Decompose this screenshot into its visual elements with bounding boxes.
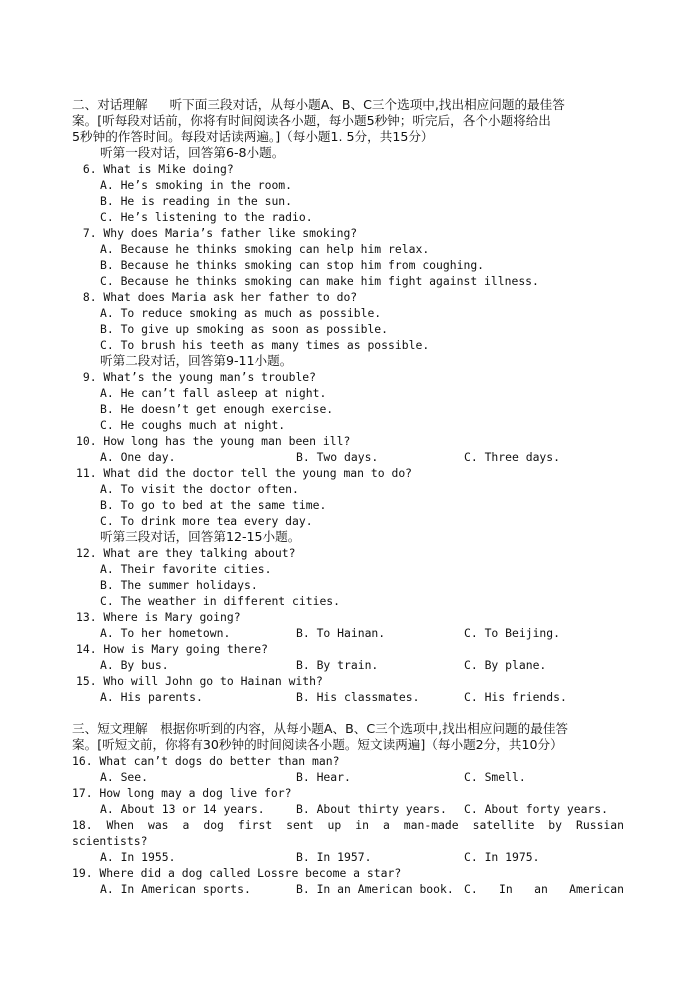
question-13-option-b: B. To Hainan. xyxy=(296,626,386,640)
dialog1-note: 听第一段对话，回答第6-8小题。 xyxy=(100,145,285,160)
question-9-option-b: B. He doesn’t get enough exercise. xyxy=(100,402,334,416)
question-16-option-b: B. Hear. xyxy=(296,770,351,784)
question-10-option-c: C. Three days. xyxy=(464,450,561,464)
question-11-option-b: B. To go to bed at the same time. xyxy=(100,498,327,512)
section2-heading-instructions: 听下面三段对话，从每小题A、B、C三个选项中,找出相应问题的最佳答 xyxy=(169,97,565,112)
question-8-option-c: C. To brush his teeth as many times as possible. xyxy=(100,338,430,352)
question-17-option-c: C. About forty years. xyxy=(464,802,609,816)
question-11-option-c: C. To drink more tea every day. xyxy=(100,514,313,528)
question-15-option-a: A. His parents. xyxy=(100,690,203,704)
question-8-option-a: A. To reduce smoking as much as possible. xyxy=(100,306,382,320)
dialog3-note: 听第三段对话，回答第12-15小题。 xyxy=(100,529,301,544)
question-14-option-a: A. By bus. xyxy=(100,658,169,672)
dialog2-note: 听第二段对话，回答第9-11小题。 xyxy=(100,353,293,368)
question-6-option-b: B. He is reading in the sun. xyxy=(100,194,293,208)
question-18-option-a: A. In 1955. xyxy=(100,850,176,864)
question-7-option-c: C. Because he thinks smoking can make him fight against illness. xyxy=(100,274,539,288)
question-13-option-c: C. To Beijing. xyxy=(464,626,561,640)
section2-intro-line-2: 案。[听每段对话前，你将有时间阅读各小题，每小题5秒钟；听完后，各个小题将给出 xyxy=(72,113,551,128)
section3-heading: 三、短文理解 根据你听到的内容，从每小题A、B、C三个选项中,找出相应问题的最佳答 xyxy=(72,721,569,736)
question-6-option-a: A. He’s smoking in the room. xyxy=(100,178,293,192)
question-14-stem: 14. How is Mary going there? xyxy=(76,642,269,656)
question-16-option-a: A. See. xyxy=(100,770,149,784)
question-19-stem: 19. Where did a dog called Lossre become a star? xyxy=(72,866,402,880)
question-10-stem: 10. How long has the young man been ill? xyxy=(76,434,351,448)
question-12-option-b: B. The summer holidays. xyxy=(100,578,258,592)
question-12-stem: 12. What are they talking about? xyxy=(76,546,296,560)
section2-intro-line-3: 5秒钟的作答时间。每段对话读两遍。]（每小题1. 5分，共15分） xyxy=(72,129,434,144)
section2-heading-title: 二、对话理解 xyxy=(72,97,148,112)
question-7-option-a: A. Because he thinks smoking can help him relax. xyxy=(100,242,430,256)
question-8-stem: 8. What does Maria ask her father to do? xyxy=(76,290,358,304)
question-17-option-b: B. About thirty years. xyxy=(296,802,447,816)
question-14-option-c: C. By plane. xyxy=(464,658,547,672)
question-9-option-c: C. He coughs much at night. xyxy=(100,418,286,432)
question-15-stem: 15. Who will John go to Hainan with? xyxy=(76,674,323,688)
question-11-stem: 11. What did the doctor tell the young man to do? xyxy=(76,466,413,480)
question-18-option-c: C. In 1975. xyxy=(464,850,540,864)
question-14-option-b: B. By train. xyxy=(296,658,379,672)
section2-heading xyxy=(72,97,565,113)
question-18-stem: 18. When was a dog first sent up in a man-made satellite by Russian xyxy=(72,818,624,832)
question-19-option-b: B. In an American book. xyxy=(296,882,454,896)
question-10-option-b: B. Two days. xyxy=(296,450,379,464)
question-7-option-b: B. Because he thinks smoking can stop him from coughing. xyxy=(100,258,485,272)
question-16-option-c: C. Smell. xyxy=(464,770,526,784)
question-11-option-a: A. To visit the doctor often. xyxy=(100,482,299,496)
question-19-option-c: C. In an American xyxy=(464,882,624,896)
question-13-stem: 13. Where is Mary going? xyxy=(76,610,241,624)
question-6-stem: 6. What is Mike doing? xyxy=(76,162,234,176)
question-6-option-c: C. He’s listening to the radio. xyxy=(100,210,313,224)
question-15-option-b: B. His classmates. xyxy=(296,690,420,704)
question-16-stem: 16. What can’t dogs do better than man? xyxy=(72,754,340,768)
question-19-option-a: A. In American sports. xyxy=(100,882,251,896)
section3-intro-line-2: 案。[听短文前，你将有30秒钟的时间阅读各小题。短文读两遍]（每小题2分，共10分） xyxy=(72,737,563,752)
question-10-option-a: A. One day. xyxy=(100,450,176,464)
question-15-option-c: C. His friends. xyxy=(464,690,567,704)
question-9-stem: 9. What’s the young man’s trouble? xyxy=(76,370,317,384)
question-13-option-a: A. To her hometown. xyxy=(100,626,231,640)
question-8-option-b: B. To give up smoking as soon as possible. xyxy=(100,322,389,336)
question-17-stem: 17. How long may a dog live for? xyxy=(72,786,292,800)
question-12-option-a: A. Their favorite cities. xyxy=(100,562,272,576)
question-18-option-b: B. In 1957. xyxy=(296,850,372,864)
question-9-option-a: A. He can’t fall asleep at night. xyxy=(100,386,327,400)
question-12-option-c: C. The weather in different cities. xyxy=(100,594,341,608)
question-17-option-a: A. About 13 or 14 years. xyxy=(100,802,265,816)
question-18-stem-continued: scientists? xyxy=(72,834,148,848)
question-7-stem: 7. Why does Maria’s father like smoking? xyxy=(76,226,358,240)
